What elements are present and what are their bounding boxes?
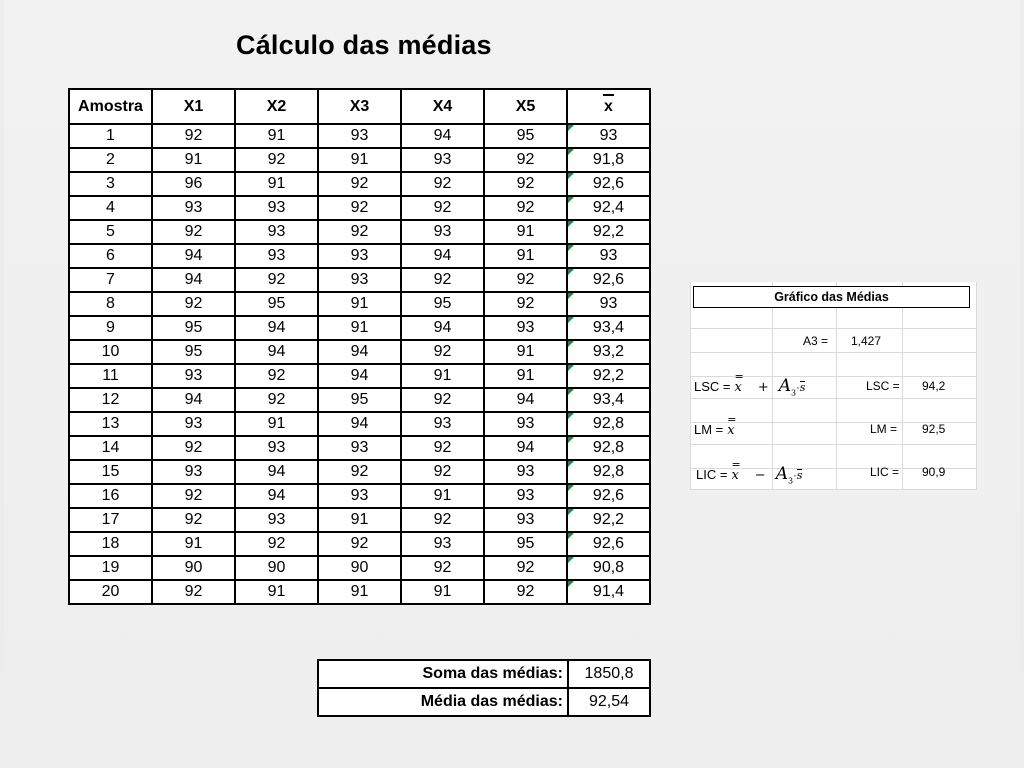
measurement-cell: 93 bbox=[235, 196, 318, 220]
sample-number-cell: 17 bbox=[69, 508, 152, 532]
measurement-cell: 93 bbox=[318, 436, 401, 460]
measurement-cell: 91 bbox=[401, 484, 484, 508]
measurement-cell: 92 bbox=[401, 196, 484, 220]
measurement-cell: 92 bbox=[484, 268, 567, 292]
measurement-cell: 95 bbox=[484, 124, 567, 148]
sample-number-cell: 6 bbox=[69, 244, 152, 268]
sample-number-cell: 1 bbox=[69, 124, 152, 148]
table-row bbox=[69, 388, 650, 412]
s-bar-symbol: s bbox=[796, 469, 803, 482]
measurement-cell: 92 bbox=[235, 532, 318, 556]
a3-symbol: $A_3$ bbox=[775, 464, 794, 486]
measurement-cell: 93 bbox=[152, 196, 235, 220]
sample-number-cell: 11 bbox=[69, 364, 152, 388]
table-row bbox=[69, 556, 650, 580]
measurement-cell: 93 bbox=[401, 148, 484, 172]
measurement-cell: 91 bbox=[235, 580, 318, 604]
measurement-cell: 92 bbox=[235, 268, 318, 292]
sample-number-cell: 10 bbox=[69, 340, 152, 364]
measurement-cell: 92 bbox=[484, 196, 567, 220]
sample-number-cell: 19 bbox=[69, 556, 152, 580]
sample-number-cell: 13 bbox=[69, 412, 152, 436]
measurement-cell: 93 bbox=[484, 412, 567, 436]
mean-cell: 93 bbox=[567, 124, 650, 148]
measurement-cell: 91 bbox=[484, 244, 567, 268]
measurement-cell: 91 bbox=[401, 580, 484, 604]
header-x5: X5 bbox=[484, 89, 567, 124]
sample-number-cell: 2 bbox=[69, 148, 152, 172]
measurement-cell: 91 bbox=[484, 340, 567, 364]
mean-cell: 92,8 bbox=[567, 460, 650, 484]
table-row bbox=[69, 220, 650, 244]
a3-label: A3 = bbox=[803, 334, 829, 348]
header-amostra: Amostra bbox=[69, 89, 152, 124]
measurement-cell: 94 bbox=[484, 388, 567, 412]
measurement-cell: 93 bbox=[318, 268, 401, 292]
s-bar-symbol: s bbox=[799, 381, 806, 394]
grid-line bbox=[976, 282, 977, 490]
measurement-cell: 92 bbox=[401, 556, 484, 580]
mean-cell: 93,4 bbox=[567, 316, 650, 340]
table-row bbox=[69, 196, 650, 220]
measurement-cell: 91 bbox=[318, 292, 401, 316]
grid-line bbox=[690, 489, 977, 490]
grid-line bbox=[690, 352, 977, 353]
measurement-cell: 92 bbox=[152, 124, 235, 148]
measurement-cell: 92 bbox=[318, 460, 401, 484]
grid-line bbox=[690, 444, 977, 445]
measurement-cell: 92 bbox=[401, 460, 484, 484]
measurement-cell: 95 bbox=[484, 532, 567, 556]
panel-title: Gráfico das Médias bbox=[693, 286, 970, 308]
measurement-cell: 92 bbox=[318, 532, 401, 556]
mean-cell: 93 bbox=[567, 292, 650, 316]
sample-number-cell: 7 bbox=[69, 268, 152, 292]
lsc-formula-label: LSC = bbox=[694, 379, 731, 394]
sample-number-cell: 20 bbox=[69, 580, 152, 604]
table-row bbox=[69, 412, 650, 436]
measurement-cell: 94 bbox=[235, 460, 318, 484]
measurement-cell: 94 bbox=[152, 244, 235, 268]
lsc-formula: LSC = = x + $A_3$ · s bbox=[694, 370, 806, 398]
measurement-cell: 93 bbox=[152, 460, 235, 484]
measurement-cell: 93 bbox=[401, 220, 484, 244]
measurement-cell: 93 bbox=[235, 220, 318, 244]
grid-line bbox=[836, 282, 837, 490]
measurement-cell: 91 bbox=[152, 532, 235, 556]
sample-number-cell: 18 bbox=[69, 532, 152, 556]
table-header-row bbox=[69, 89, 650, 124]
sum-row bbox=[318, 660, 650, 688]
measurement-cell: 94 bbox=[401, 124, 484, 148]
mean-cell: 93,2 bbox=[567, 340, 650, 364]
measurement-cell: 95 bbox=[152, 340, 235, 364]
header-x3: X3 bbox=[318, 89, 401, 124]
measurement-cell: 91 bbox=[484, 364, 567, 388]
grid-line bbox=[690, 328, 977, 329]
measurement-cell: 93 bbox=[152, 364, 235, 388]
measurement-cell: 92 bbox=[401, 172, 484, 196]
measurement-cell: 92 bbox=[484, 556, 567, 580]
measurement-cell: 90 bbox=[152, 556, 235, 580]
double-bar-x-symbol: = x bbox=[734, 370, 744, 395]
measurement-cell: 94 bbox=[484, 436, 567, 460]
measurement-cell: 91 bbox=[318, 148, 401, 172]
slide bbox=[4, 0, 1020, 768]
measurement-cell: 94 bbox=[235, 340, 318, 364]
mean-cell: 91,8 bbox=[567, 148, 650, 172]
measurement-cell: 91 bbox=[235, 412, 318, 436]
measurement-cell: 94 bbox=[318, 412, 401, 436]
measurement-cell: 92 bbox=[318, 196, 401, 220]
table-row bbox=[69, 460, 650, 484]
table-row bbox=[69, 268, 650, 292]
table-row bbox=[69, 316, 650, 340]
measurement-cell: 94 bbox=[152, 388, 235, 412]
mean-cell: 92,8 bbox=[567, 436, 650, 460]
measurement-cell: 91 bbox=[401, 364, 484, 388]
measurement-cell: 91 bbox=[318, 580, 401, 604]
measurement-cell: 90 bbox=[318, 556, 401, 580]
sample-number-cell: 8 bbox=[69, 292, 152, 316]
measurement-cell: 91 bbox=[318, 508, 401, 532]
sample-number-cell: 16 bbox=[69, 484, 152, 508]
sample-number-cell: 5 bbox=[69, 220, 152, 244]
measurement-cell: 92 bbox=[484, 292, 567, 316]
measurement-cell: 93 bbox=[484, 460, 567, 484]
sample-number-cell: 4 bbox=[69, 196, 152, 220]
measurement-cell: 91 bbox=[152, 148, 235, 172]
mean-cell: 92,6 bbox=[567, 532, 650, 556]
header-x1: X1 bbox=[152, 89, 235, 124]
measurement-cell: 92 bbox=[152, 292, 235, 316]
measurement-cell: 92 bbox=[235, 364, 318, 388]
summary-table bbox=[317, 659, 651, 717]
header-mean bbox=[567, 89, 650, 124]
measurement-cell: 93 bbox=[484, 484, 567, 508]
measurement-cell: 94 bbox=[235, 484, 318, 508]
measurement-cell: 93 bbox=[235, 244, 318, 268]
table-row bbox=[69, 124, 650, 148]
header-x4: X4 bbox=[401, 89, 484, 124]
a3-symbol: $A_3$ bbox=[778, 376, 797, 398]
measurement-cell: 93 bbox=[235, 508, 318, 532]
table-row bbox=[69, 340, 650, 364]
measurement-cell: 95 bbox=[235, 292, 318, 316]
measurement-cell: 92 bbox=[484, 148, 567, 172]
table-row bbox=[69, 484, 650, 508]
measurement-cell: 92 bbox=[401, 508, 484, 532]
measurement-cell: 94 bbox=[235, 316, 318, 340]
measurement-cell: 92 bbox=[401, 436, 484, 460]
measurement-cell: 93 bbox=[318, 124, 401, 148]
measurement-cell: 92 bbox=[401, 268, 484, 292]
measurement-cell: 91 bbox=[484, 220, 567, 244]
mean-cell: 91,4 bbox=[567, 580, 650, 604]
header-x2: X2 bbox=[235, 89, 318, 124]
sum-label: Soma das médias: bbox=[318, 660, 568, 688]
lm-formula-label: LM = bbox=[694, 422, 724, 437]
mean-cell: 92,2 bbox=[567, 364, 650, 388]
lic-value: 90,9 bbox=[922, 465, 946, 479]
measurement-cell: 93 bbox=[484, 508, 567, 532]
measurement-cell: 94 bbox=[318, 340, 401, 364]
sample-number-cell: 9 bbox=[69, 316, 152, 340]
lm-formula bbox=[694, 413, 741, 438]
measurement-cell: 92 bbox=[152, 436, 235, 460]
measurement-cell: 91 bbox=[235, 124, 318, 148]
measurement-cell: 93 bbox=[318, 244, 401, 268]
table-row bbox=[69, 172, 650, 196]
measurement-cell: 95 bbox=[152, 316, 235, 340]
measurement-cell: 93 bbox=[235, 436, 318, 460]
lic-formula-label: LIC = bbox=[696, 467, 728, 482]
samples-table bbox=[68, 88, 651, 605]
lsc-value: 94,2 bbox=[922, 379, 946, 393]
avg-label: Média das médias: bbox=[318, 688, 568, 716]
measurement-cell: 94 bbox=[318, 364, 401, 388]
avg-value: 92,54 bbox=[568, 688, 650, 716]
measurement-cell: 95 bbox=[318, 388, 401, 412]
measurement-cell: 94 bbox=[401, 244, 484, 268]
sample-number-cell: 12 bbox=[69, 388, 152, 412]
avg-row bbox=[318, 688, 650, 716]
measurement-cell: 92 bbox=[152, 220, 235, 244]
measurement-cell: 92 bbox=[152, 508, 235, 532]
measurement-cell: 93 bbox=[401, 532, 484, 556]
measurement-cell: 92 bbox=[318, 220, 401, 244]
mean-cell: 92,2 bbox=[567, 508, 650, 532]
table-row bbox=[69, 436, 650, 460]
lsc-label: LSC = bbox=[866, 379, 900, 393]
lm-value: 92,5 bbox=[922, 422, 946, 436]
sum-value: 1850,8 bbox=[568, 660, 650, 688]
table-body bbox=[69, 124, 650, 604]
minus-sign: − bbox=[754, 468, 766, 483]
grid-line bbox=[690, 282, 691, 490]
measurement-cell: 92 bbox=[152, 580, 235, 604]
measurement-cell: 95 bbox=[401, 292, 484, 316]
measurement-cell: 94 bbox=[401, 316, 484, 340]
mean-cell: 92,8 bbox=[567, 412, 650, 436]
a3-value: 1,427 bbox=[851, 334, 882, 348]
mean-cell: 92,2 bbox=[567, 220, 650, 244]
measurement-cell: 90 bbox=[235, 556, 318, 580]
grid-line bbox=[690, 398, 977, 399]
sample-number-cell: 14 bbox=[69, 436, 152, 460]
measurement-cell: 92 bbox=[401, 340, 484, 364]
measurement-cell: 96 bbox=[152, 172, 235, 196]
mean-cell: 93 bbox=[567, 244, 650, 268]
grid-line bbox=[902, 282, 903, 490]
measurement-cell: 94 bbox=[152, 268, 235, 292]
table-row bbox=[69, 580, 650, 604]
lic-label: LIC = bbox=[870, 465, 900, 479]
measurement-cell: 92 bbox=[318, 172, 401, 196]
plus-sign: + bbox=[757, 380, 769, 395]
double-bar-x-symbol: = x bbox=[727, 413, 737, 438]
mean-cell: 92,6 bbox=[567, 268, 650, 292]
header-mean-label: x bbox=[604, 96, 613, 118]
lm-label: LM = bbox=[870, 422, 898, 436]
sample-number-cell: 15 bbox=[69, 460, 152, 484]
measurement-cell: 92 bbox=[484, 580, 567, 604]
measurement-cell: 93 bbox=[484, 316, 567, 340]
table-row bbox=[69, 364, 650, 388]
control-limits-panel bbox=[690, 282, 977, 490]
sample-number-cell: 3 bbox=[69, 172, 152, 196]
table-row bbox=[69, 292, 650, 316]
measurement-cell: 92 bbox=[484, 172, 567, 196]
double-bar-x-symbol: = x bbox=[731, 458, 741, 483]
lic-formula: LIC = = x − $A_3$ · s bbox=[696, 458, 803, 486]
table-row bbox=[69, 148, 650, 172]
table-row bbox=[69, 244, 650, 268]
mean-cell: 92,6 bbox=[567, 172, 650, 196]
measurement-cell: 92 bbox=[401, 388, 484, 412]
measurement-cell: 93 bbox=[318, 484, 401, 508]
measurement-cell: 92 bbox=[152, 484, 235, 508]
measurement-cell: 91 bbox=[235, 172, 318, 196]
table-row bbox=[69, 508, 650, 532]
measurement-cell: 93 bbox=[152, 412, 235, 436]
mean-cell: 92,6 bbox=[567, 484, 650, 508]
mean-cell: 92,4 bbox=[567, 196, 650, 220]
measurement-cell: 93 bbox=[401, 412, 484, 436]
measurement-cell: 91 bbox=[318, 316, 401, 340]
mean-cell: 93,4 bbox=[567, 388, 650, 412]
page-title: Cálculo das médias bbox=[236, 30, 492, 60]
measurement-cell: 92 bbox=[235, 148, 318, 172]
measurement-cell: 92 bbox=[235, 388, 318, 412]
table-row bbox=[69, 532, 650, 556]
mean-cell: 90,8 bbox=[567, 556, 650, 580]
